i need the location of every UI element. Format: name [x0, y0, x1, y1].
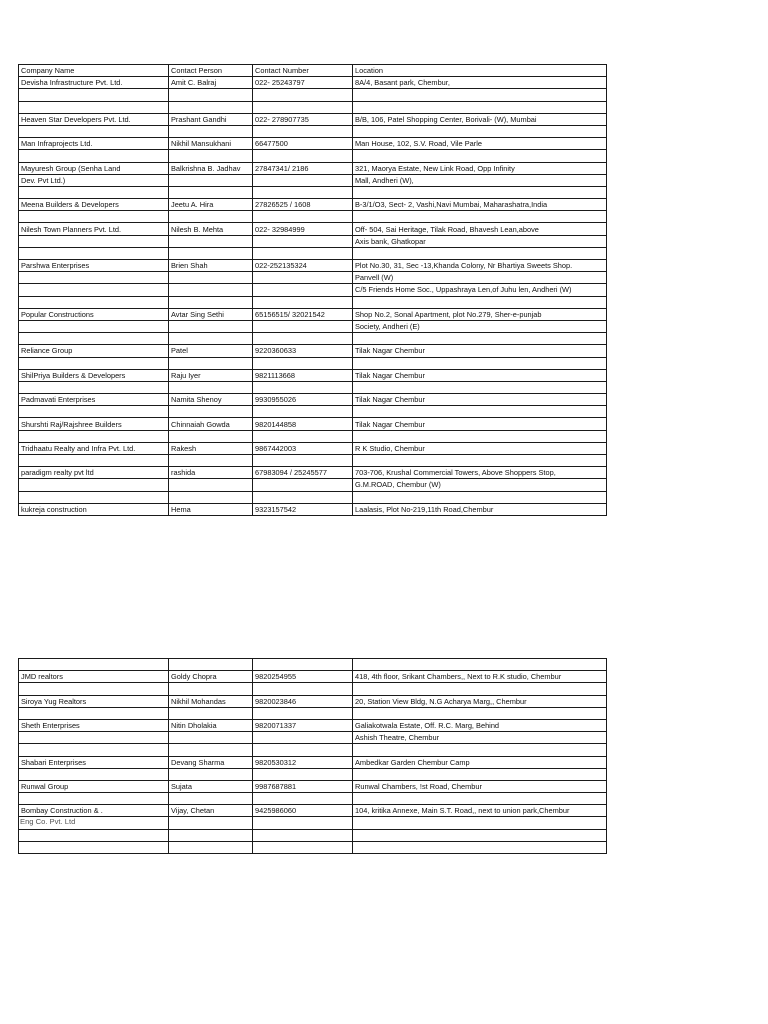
company-name-cell	[19, 829, 169, 841]
location-cell: Axis bank, Ghatkopar	[353, 235, 607, 247]
contact-person-cell: Rakesh	[169, 442, 253, 454]
contact-number-cell: 9867442003	[253, 442, 353, 454]
table-row	[19, 805, 607, 817]
company-name-cell: Company Name	[19, 65, 169, 77]
contact-number-cell	[253, 186, 353, 198]
location-cell	[353, 211, 607, 223]
location-cell: Man House, 102, S.V. Road, Vile Parle	[353, 138, 607, 150]
company-name-cell	[19, 272, 169, 284]
company-name-cell	[19, 296, 169, 308]
contact-person-cell: Sujata	[169, 780, 253, 792]
table-row	[19, 406, 607, 418]
table-row	[19, 695, 607, 707]
company-name-cell	[19, 333, 169, 345]
table-row	[19, 503, 607, 515]
contact-person-cell	[169, 272, 253, 284]
location-cell	[353, 247, 607, 259]
company-name-cell: Popular Constructions	[19, 308, 169, 320]
location-cell	[353, 707, 607, 719]
company-name-cell	[19, 235, 169, 247]
contact-number-cell	[253, 89, 353, 101]
contact-number-cell: 27826525 / 1608	[253, 199, 353, 211]
company-name-cell	[19, 491, 169, 503]
location-cell: C/5 Friends Home Soc., Uppashraya Len,of Juhu len, Andheri (W)	[353, 284, 607, 296]
contact-number-cell: 022- 32984999	[253, 223, 353, 235]
contact-number-cell	[253, 829, 353, 841]
table-row	[19, 150, 607, 162]
location-cell: Location	[353, 65, 607, 77]
contact-person-cell: Prashant Gandhi	[169, 113, 253, 125]
contact-number-cell: 022- 278907735	[253, 113, 353, 125]
location-cell: Tilak Nagar Chembur	[353, 369, 607, 381]
company-name-cell	[19, 89, 169, 101]
location-cell	[353, 125, 607, 137]
location-cell: Tilak Nagar Chembur	[353, 345, 607, 357]
location-cell	[353, 841, 607, 853]
contact-person-cell	[169, 732, 253, 744]
company-name-cell: ShilPriya Builders & Developers	[19, 369, 169, 381]
company-name-cell: Dev. Pvt Ltd.)	[19, 174, 169, 186]
company-name-cell	[19, 406, 169, 418]
table-row	[19, 455, 607, 467]
table-row	[19, 683, 607, 695]
location-cell: B-3/1/O3, Sect- 2, Vashi,Navi Mumbai, Maharashatra,India	[353, 199, 607, 211]
location-cell: Off- 504, Sai Heritage, Tilak Road, Bhavesh Lean,above	[353, 223, 607, 235]
company-name-cell: Nilesh Town Planners Pvt. Ltd.	[19, 223, 169, 235]
contact-person-cell	[169, 430, 253, 442]
location-cell: Runwal Chambers, !st Road, Chembur	[353, 780, 607, 792]
location-cell: Ashish Theatre, Chembur	[353, 732, 607, 744]
location-cell: Galiakotwala Estate, Off. R.C. Marg, Behind	[353, 719, 607, 731]
contact-person-cell: Patel	[169, 345, 253, 357]
table-row	[19, 756, 607, 768]
contact-number-cell: 9323157542	[253, 503, 353, 515]
contact-person-cell: Namita Shenoy	[169, 394, 253, 406]
contact-number-cell	[253, 683, 353, 695]
contact-person-cell	[169, 211, 253, 223]
contact-person-cell: Vijay, Chetan	[169, 805, 253, 817]
contact-number-cell	[253, 235, 353, 247]
contact-number-cell	[253, 406, 353, 418]
company-name-cell: kukreja construction	[19, 503, 169, 515]
contact-number-cell: 9820071337	[253, 719, 353, 731]
location-cell	[353, 455, 607, 467]
company-name-cell	[19, 430, 169, 442]
contact-number-cell	[253, 430, 353, 442]
table-row	[19, 719, 607, 731]
contact-person-cell	[169, 659, 253, 671]
table-row	[19, 138, 607, 150]
location-cell	[353, 491, 607, 503]
table-row	[19, 296, 607, 308]
contact-number-cell	[253, 707, 353, 719]
contact-number-cell	[253, 284, 353, 296]
location-cell	[353, 829, 607, 841]
contact-person-cell	[169, 841, 253, 853]
contact-number-cell	[253, 125, 353, 137]
table-row	[19, 174, 607, 186]
table-row	[19, 479, 607, 491]
contact-person-cell	[169, 125, 253, 137]
contact-person-cell	[169, 479, 253, 491]
table-row	[19, 467, 607, 479]
contact-number-cell: Contact Number	[253, 65, 353, 77]
contact-person-cell	[169, 186, 253, 198]
contact-person-cell	[169, 89, 253, 101]
location-cell: Panvell (W)	[353, 272, 607, 284]
contact-person-cell	[169, 150, 253, 162]
location-cell	[353, 817, 607, 829]
table-row	[19, 223, 607, 235]
contact-number-cell	[253, 247, 353, 259]
company-name-cell	[19, 841, 169, 853]
contact-person-cell: Nilesh B. Mehta	[169, 223, 253, 235]
contact-number-cell: 022-252135324	[253, 260, 353, 272]
contact-number-cell	[253, 659, 353, 671]
company-name-cell: paradigm realty pvt ltd	[19, 467, 169, 479]
contact-person-cell: Nikhil Mansukhani	[169, 138, 253, 150]
table-row	[19, 357, 607, 369]
company-name-cell	[19, 284, 169, 296]
table-row	[19, 671, 607, 683]
contact-person-cell	[169, 284, 253, 296]
location-cell: 20, Station View Bldg, N.G Acharya Marg,, Chembur	[353, 695, 607, 707]
contact-person-cell	[169, 381, 253, 393]
contact-number-cell: 66477500	[253, 138, 353, 150]
location-cell	[353, 744, 607, 756]
contact-person-cell: Nikhil Mohandas	[169, 695, 253, 707]
table-row	[19, 841, 607, 853]
company-name-cell: Tridhaatu Realty and Infra Pvt. Ltd.	[19, 442, 169, 454]
contact-number-cell	[253, 333, 353, 345]
contact-number-cell	[253, 793, 353, 805]
contact-number-cell	[253, 841, 353, 853]
contact-number-cell: 9821113668	[253, 369, 353, 381]
contact-number-cell	[253, 296, 353, 308]
table-row	[19, 272, 607, 284]
company-name-cell	[19, 186, 169, 198]
company-name-cell	[19, 744, 169, 756]
contact-number-cell: 27847341/ 2186	[253, 162, 353, 174]
table-row	[19, 333, 607, 345]
contact-number-cell	[253, 491, 353, 503]
company-name-cell: Siroya Yug Realtors	[19, 695, 169, 707]
contact-person-cell	[169, 357, 253, 369]
contact-number-cell: 9820023846	[253, 695, 353, 707]
contact-person-cell	[169, 683, 253, 695]
company-name-cell	[19, 707, 169, 719]
contact-number-cell	[253, 320, 353, 332]
contact-person-cell: Jeetu A. Hira	[169, 199, 253, 211]
location-cell: 104, kritika Annexe, Main S.T. Road,, next to union park,Chembur	[353, 805, 607, 817]
table-row	[19, 162, 607, 174]
contact-person-cell	[169, 793, 253, 805]
contact-person-cell	[169, 744, 253, 756]
company-name-cell	[19, 150, 169, 162]
table-row	[19, 345, 607, 357]
location-cell: 703-706, Krushal Commercial Towers, Above Shoppers Stop,	[353, 467, 607, 479]
contact-person-cell	[169, 101, 253, 113]
table-row	[19, 320, 607, 332]
table-row	[19, 430, 607, 442]
location-cell	[353, 683, 607, 695]
contact-number-cell	[253, 150, 353, 162]
location-cell: 321, Maorya Estate, New Link Road, Opp Infinity	[353, 162, 607, 174]
company-name-cell: Man Infraprojects Ltd.	[19, 138, 169, 150]
location-cell: B/B, 106, Patel Shopping Center, Borivali- (W), Mumbai	[353, 113, 607, 125]
contact-person-cell	[169, 235, 253, 247]
table-row	[19, 369, 607, 381]
company-name-cell: Bombay Construction & .	[19, 805, 169, 817]
contact-person-cell: rashida	[169, 467, 253, 479]
location-cell: Tilak Nagar Chembur	[353, 394, 607, 406]
location-cell	[353, 357, 607, 369]
company-name-cell: Parshwa Enterprises	[19, 260, 169, 272]
company-name-cell	[19, 683, 169, 695]
location-cell	[353, 381, 607, 393]
table-row	[19, 235, 607, 247]
location-cell: Shop No.2, Sonal Apartment, plot No.279, Sher-e-punjab	[353, 308, 607, 320]
company-name-cell	[19, 455, 169, 467]
contact-person-cell: Brien Shah	[169, 260, 253, 272]
contact-person-cell	[169, 829, 253, 841]
contact-person-cell	[169, 768, 253, 780]
location-cell: Society, Andheri (E)	[353, 320, 607, 332]
location-cell	[353, 333, 607, 345]
company-name-cell	[19, 357, 169, 369]
contact-number-cell: 9425986060	[253, 805, 353, 817]
contact-number-cell	[253, 272, 353, 284]
table-row	[19, 394, 607, 406]
contact-person-cell	[169, 817, 253, 829]
contact-person-cell	[169, 296, 253, 308]
location-cell	[353, 89, 607, 101]
table-row	[19, 77, 607, 89]
location-cell	[353, 768, 607, 780]
table-row	[19, 732, 607, 744]
company-name-cell: Meena Builders & Developers	[19, 199, 169, 211]
contact-number-cell	[253, 101, 353, 113]
company-name-cell: Reliance Group	[19, 345, 169, 357]
company-name-cell	[19, 101, 169, 113]
contact-number-cell	[253, 479, 353, 491]
table-row	[19, 113, 607, 125]
location-cell: Laalasis, Plot No-219,11th Road,Chembur	[353, 503, 607, 515]
table-row	[19, 247, 607, 259]
table-row	[19, 89, 607, 101]
contact-person-cell	[169, 406, 253, 418]
contact-person-cell	[169, 707, 253, 719]
company-name-cell	[19, 479, 169, 491]
contact-person-cell: Balkrishna B. Jadhav	[169, 162, 253, 174]
contact-number-cell: 9987687881	[253, 780, 353, 792]
location-cell: Tilak Nagar Chembur	[353, 418, 607, 430]
contact-number-cell: 9930955026	[253, 394, 353, 406]
location-cell: Mall, Andheri (W),	[353, 174, 607, 186]
contact-person-cell: Amit C. Balraj	[169, 77, 253, 89]
contact-person-cell	[169, 320, 253, 332]
company-name-cell	[19, 659, 169, 671]
contact-number-cell: 9820530312	[253, 756, 353, 768]
contact-person-cell	[169, 455, 253, 467]
company-name-cell: Shabari Enterprises	[19, 756, 169, 768]
company-name-cell: Devisha Infrastructure Pvt. Ltd.	[19, 77, 169, 89]
contact-number-cell	[253, 744, 353, 756]
contact-number-cell: 9820254955	[253, 671, 353, 683]
contact-number-cell	[253, 817, 353, 829]
location-cell: Ambedkar Garden Chembur Camp	[353, 756, 607, 768]
company-name-cell	[19, 732, 169, 744]
contact-number-cell	[253, 211, 353, 223]
contact-person-cell	[169, 174, 253, 186]
contact-person-cell: Goldy Chopra	[169, 671, 253, 683]
contact-number-cell: 65156515/ 32021542	[253, 308, 353, 320]
table-row	[19, 829, 607, 841]
company-name-cell: Runwal Group	[19, 780, 169, 792]
location-cell	[353, 406, 607, 418]
contact-number-cell	[253, 357, 353, 369]
contact-number-cell	[253, 174, 353, 186]
contact-number-cell	[253, 768, 353, 780]
table-row	[19, 199, 607, 211]
table-row	[19, 744, 607, 756]
company-name-cell	[19, 793, 169, 805]
contact-number-cell: 9820144858	[253, 418, 353, 430]
company-name-cell: Mayuresh Group (Senha Land	[19, 162, 169, 174]
contact-number-cell	[253, 732, 353, 744]
location-cell: R K Studio, Chembur	[353, 442, 607, 454]
contact-person-cell: Avtar Sing Sethi	[169, 308, 253, 320]
table-row	[19, 125, 607, 137]
company-name-cell	[19, 125, 169, 137]
contact-number-cell: 022- 25243797	[253, 77, 353, 89]
contact-person-cell: Hema	[169, 503, 253, 515]
company-name-cell	[19, 768, 169, 780]
company-name-cell	[19, 211, 169, 223]
location-cell: 8A/4, Basant park, Chembur,	[353, 77, 607, 89]
table-row	[19, 260, 607, 272]
table-row	[19, 768, 607, 780]
company-name-cell	[19, 381, 169, 393]
company-name-cell: JMD realtors	[19, 671, 169, 683]
location-cell: 418, 4th floor, Srikant Chambers,, Next to R.K studio, Chembur	[353, 671, 607, 683]
location-cell: G.M.ROAD, Chembur (W)	[353, 479, 607, 491]
contact-number-cell: 9220360633	[253, 345, 353, 357]
table-row	[19, 707, 607, 719]
table-row	[19, 817, 607, 829]
table-row	[19, 793, 607, 805]
table-row	[19, 101, 607, 113]
table-row	[19, 381, 607, 393]
company-name-cell: Sheth Enterprises	[19, 719, 169, 731]
table-row	[19, 308, 607, 320]
contact-person-cell	[169, 491, 253, 503]
company-name-cell	[19, 247, 169, 259]
location-cell	[353, 793, 607, 805]
company-name-cell	[19, 320, 169, 332]
contact-person-cell: Nitin Dholakia	[169, 719, 253, 731]
company-name-cell: Heaven Star Developers Pvt. Ltd.	[19, 113, 169, 125]
table-row	[19, 659, 607, 671]
header-row	[19, 65, 607, 77]
table-row	[19, 211, 607, 223]
location-cell	[353, 186, 607, 198]
location-cell	[353, 430, 607, 442]
contact-number-cell: 67983094 / 25245577	[253, 467, 353, 479]
location-cell: Plot No.30, 31, Sec -13,Khanda Colony, Nr Bhartiya Sweets Shop.	[353, 260, 607, 272]
location-cell	[353, 101, 607, 113]
table-row	[19, 418, 607, 430]
contact-person-cell	[169, 247, 253, 259]
company-name-cell: Padmavati Enterprises	[19, 394, 169, 406]
location-cell	[353, 150, 607, 162]
contact-person-cell: Devang Sharma	[169, 756, 253, 768]
table-row	[19, 186, 607, 198]
company-name-cell: Shurshti Raj/Rajshree Builders	[19, 418, 169, 430]
location-cell	[353, 296, 607, 308]
table-row	[19, 284, 607, 296]
contact-person-cell: Chinnaiah Gowda	[169, 418, 253, 430]
table-row	[19, 491, 607, 503]
contacts-table-2	[18, 658, 607, 854]
contacts-table-1	[18, 64, 607, 516]
contact-number-cell	[253, 455, 353, 467]
contact-person-cell: Raju Iyer	[169, 369, 253, 381]
location-cell	[353, 659, 607, 671]
table-row	[19, 442, 607, 454]
table-row	[19, 780, 607, 792]
contact-number-cell	[253, 381, 353, 393]
company-name-overflow-note: Eng Co. Pvt. Ltd	[20, 817, 76, 826]
contact-person-cell: Contact Person	[169, 65, 253, 77]
contact-person-cell	[169, 333, 253, 345]
